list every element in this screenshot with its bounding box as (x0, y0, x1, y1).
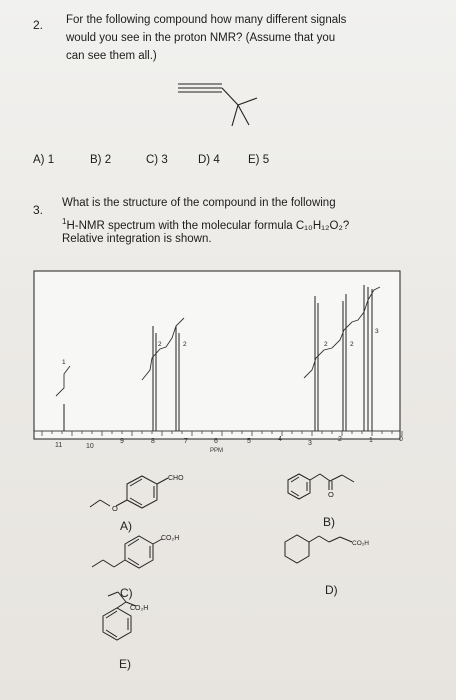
structure-d-ring (285, 535, 309, 563)
structure-d-bond-3 (329, 537, 340, 542)
question-2-number: 2. (33, 18, 44, 32)
structure-b-bond-2 (330, 475, 342, 481)
tick-label-7: 7 (184, 438, 188, 445)
structure-a-bond-ch2-ch3 (90, 500, 100, 507)
integration-label-2d: 2 (350, 341, 354, 348)
structure-a-label[interactable]: A) (120, 519, 132, 533)
structure-c-double-bond-1 (128, 539, 139, 546)
structure-a-oxygen-label: O (112, 504, 118, 513)
q2-compound-structure (178, 84, 257, 126)
structure-b-bond-1 (310, 474, 320, 480)
tick-label-1: 1 (369, 437, 373, 444)
methyl-bond-1 (232, 105, 238, 126)
integration-label-3: 3 (375, 328, 379, 335)
question-3-line-1: What is the structure of the compound in the following (62, 197, 336, 209)
structure-e-double-bond-3 (106, 630, 117, 637)
question-3-line-3: Relative integration is shown. (62, 233, 212, 245)
integration-label-2a: 2 (158, 341, 162, 348)
structure-a-bond-o-ch2 (100, 500, 110, 506)
integration-label-1: 1 (62, 359, 66, 366)
bond-to-quaternary-carbon (222, 88, 238, 105)
q2-choice-a[interactable]: A) 1 (33, 154, 55, 166)
structure-c-drawing (92, 536, 162, 568)
structure-d-bond-2 (319, 536, 329, 542)
structure-d-group-label: CO₂H (352, 540, 369, 547)
tick-label-6: 6 (214, 438, 218, 445)
q2-choice-b[interactable]: B) 2 (90, 154, 112, 166)
structure-e-group-label: CO₂H (130, 605, 149, 612)
q2-choice-d[interactable]: D) 4 (198, 154, 220, 166)
spectrum-frame (34, 271, 400, 439)
tick-label-5: 5 (247, 438, 251, 445)
question-2-line-2: would you see in the proton NMR? (Assume that you (66, 32, 336, 44)
structure-e-ring (103, 608, 131, 640)
structure-c-group-label: CO₂H (161, 535, 180, 542)
structure-a-ring (127, 476, 157, 508)
structure-b-bond-3 (342, 475, 354, 482)
axis-unit-ppm: PPM (210, 448, 224, 454)
structure-e-label[interactable]: E) (119, 657, 131, 671)
structure-b-label[interactable]: B) (323, 515, 335, 529)
superscript-1: 1 (62, 217, 67, 226)
question-2-line-3: can see them all.) (66, 50, 157, 62)
structure-a-double-bond-1 (130, 479, 142, 486)
structure-c-label[interactable]: C) (120, 586, 133, 600)
structure-d-drawing (285, 535, 352, 563)
structure-c-bond-2 (103, 560, 114, 567)
structure-c-ring (125, 536, 153, 568)
structure-a-group-label: CHO (168, 475, 184, 482)
q2-choice-c[interactable]: C) 3 (146, 154, 168, 166)
structure-e-bond-1 (117, 602, 126, 608)
structure-d-bond-co2h (340, 537, 352, 542)
tick-label-4: 4 (278, 436, 282, 443)
integration-label-2b: 2 (183, 341, 187, 348)
question-3-line-2-text: H-NMR spectrum with the molecular formula C₁₀H₁₂O₂? (66, 219, 350, 232)
structure-b-carbonyl-carbon (320, 474, 330, 481)
tick-label-8: 8 (151, 438, 155, 445)
structure-a-drawing (90, 476, 168, 508)
structure-d-label[interactable]: D) (325, 583, 338, 597)
tick-label-3: 3 (308, 440, 312, 447)
q2-choice-e[interactable]: E) 5 (248, 154, 270, 166)
integration-label-2c: 2 (324, 341, 328, 348)
structure-c-double-bond-3 (128, 558, 139, 565)
structure-c-bond-3 (92, 560, 103, 567)
tick-label-11: 11 (55, 442, 63, 449)
methyl-bond-3 (238, 105, 249, 125)
structure-a-double-bond-3 (130, 498, 142, 505)
question-2-line-1: For the following compound how many different signals (66, 14, 347, 26)
structure-d-bond-1 (309, 536, 319, 542)
structure-c-bond-1 (114, 560, 125, 567)
tick-label-2: 2 (338, 436, 342, 443)
structure-e-bond-ethyl-2 (108, 592, 118, 596)
tick-label-10: 10 (86, 443, 94, 450)
tick-label-0: 0 (399, 436, 403, 443)
structure-a-bond-cho (157, 478, 168, 484)
structure-e-double-bond-1 (106, 611, 117, 618)
question-3-number: 3. (33, 203, 44, 217)
tick-label-9: 9 (120, 438, 124, 445)
structure-b-drawing (288, 474, 354, 499)
structure-b-oxygen-label: O (328, 490, 334, 499)
methyl-bond-2 (238, 98, 257, 105)
